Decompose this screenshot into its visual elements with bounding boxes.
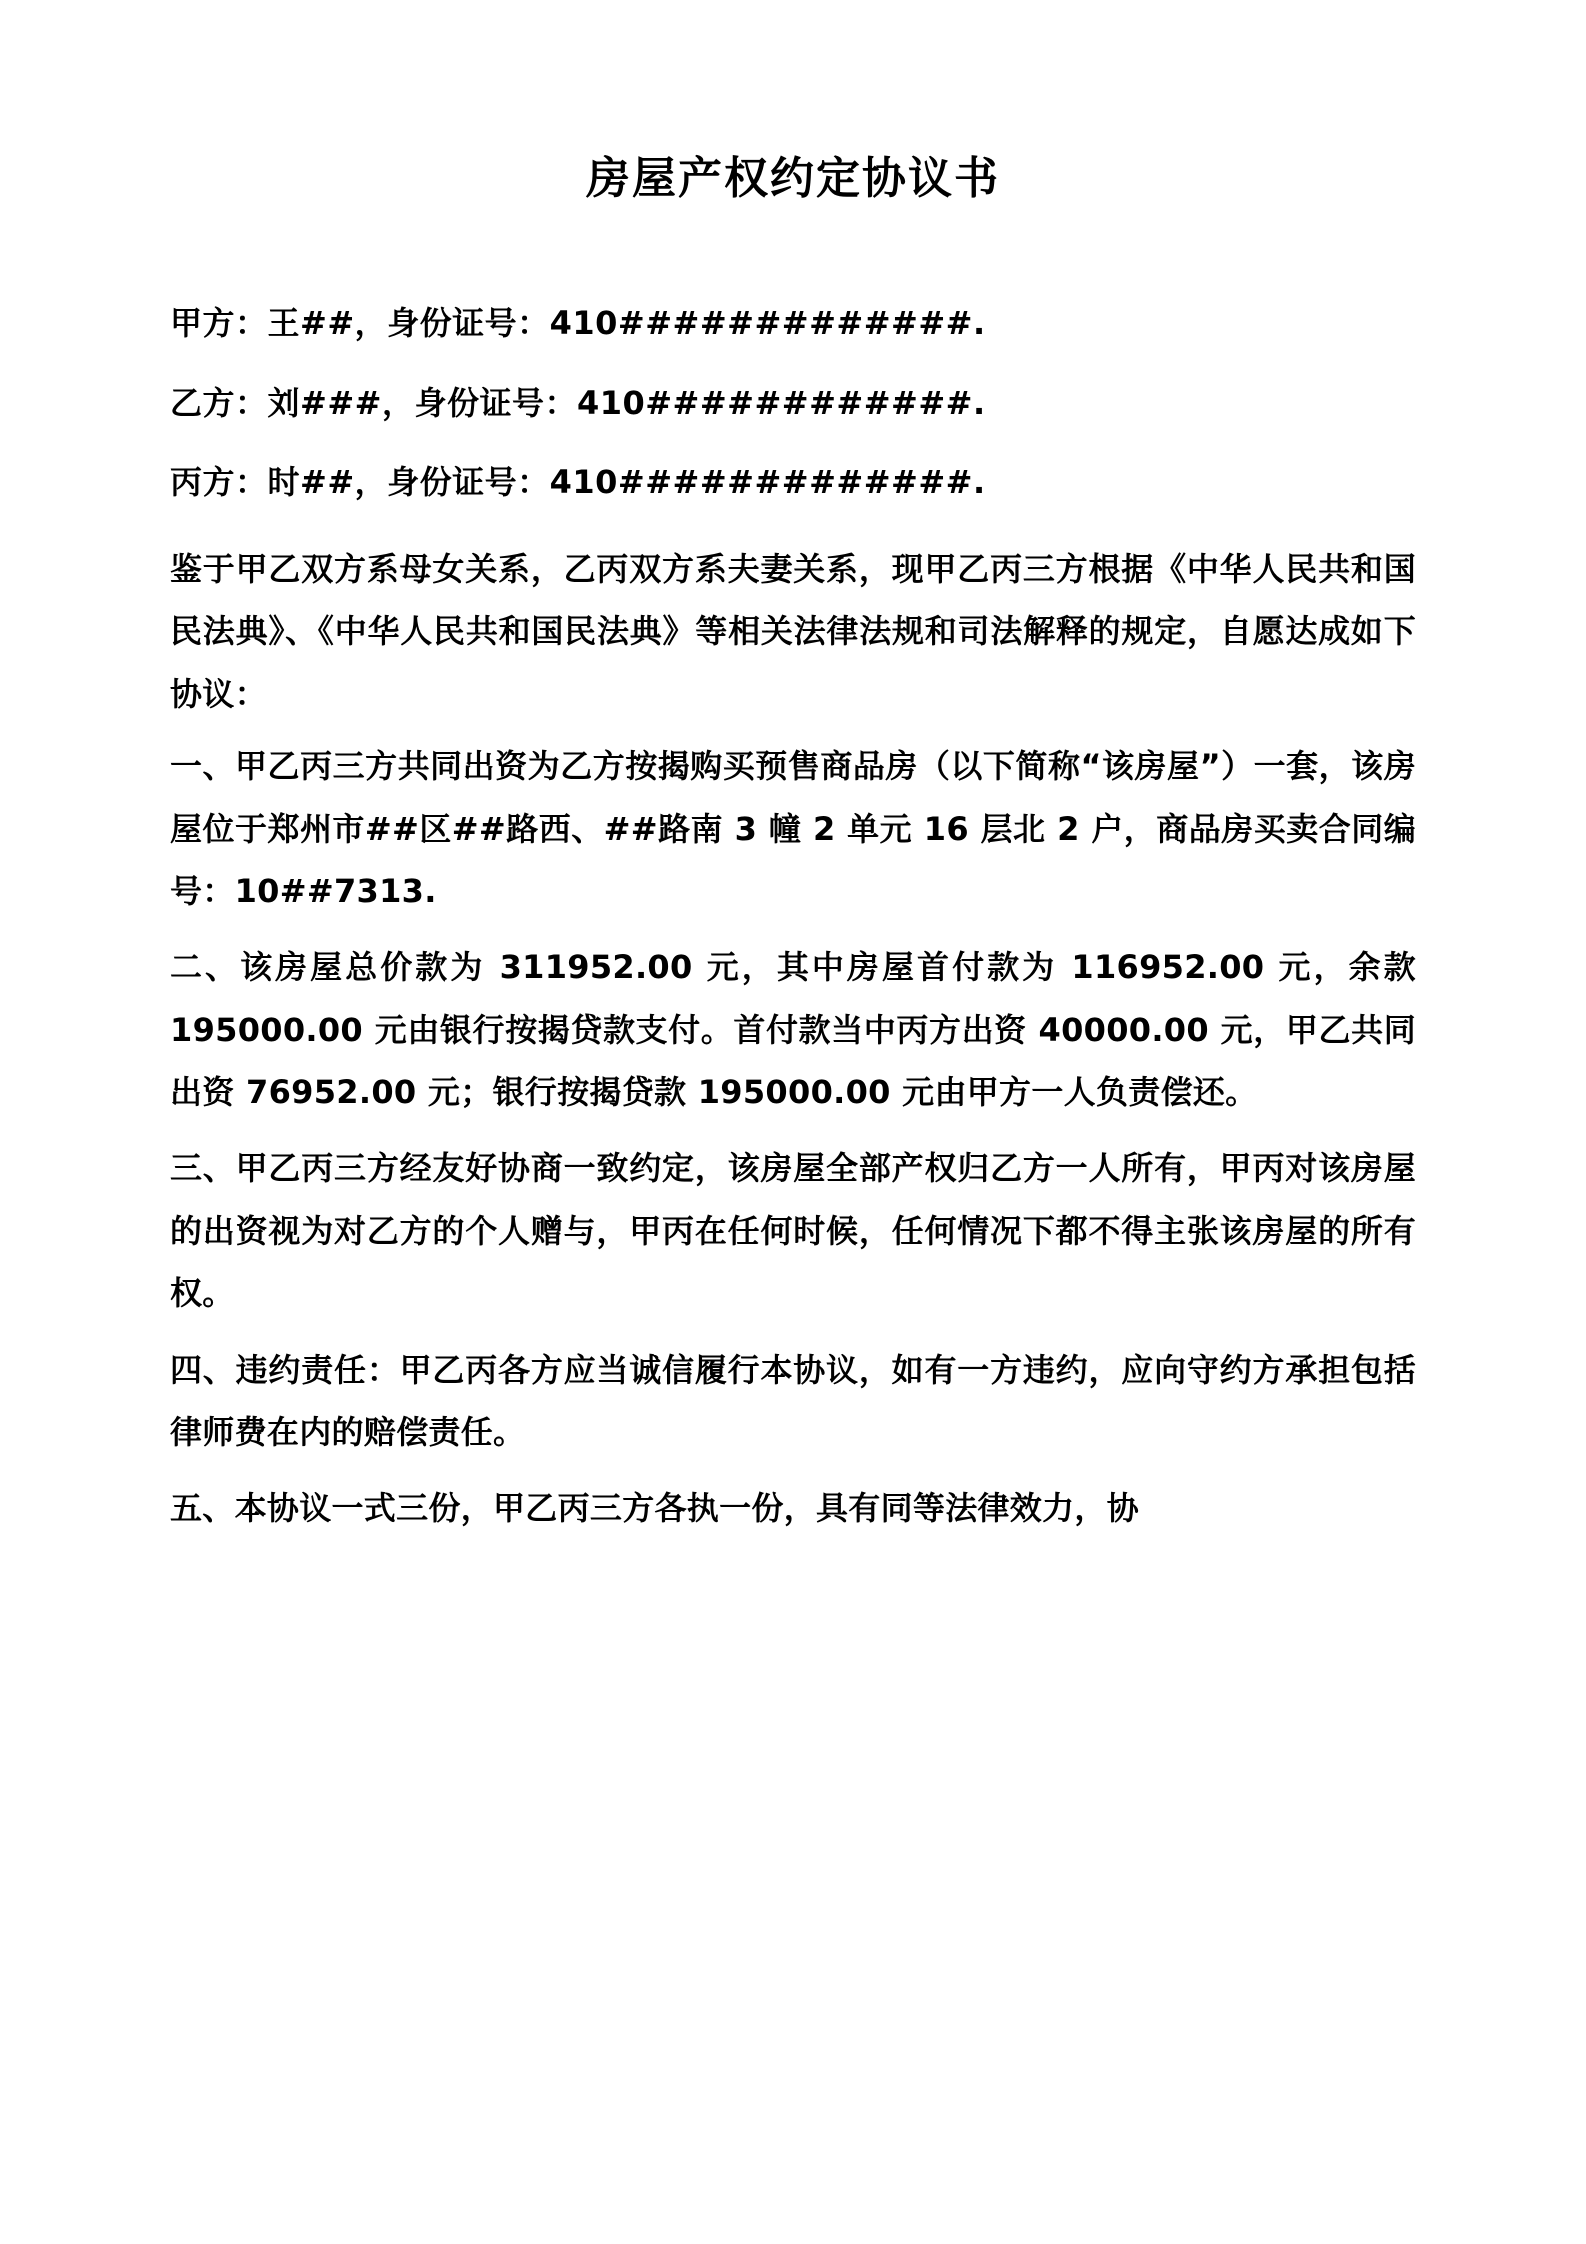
- agreement-body: [170, 538, 1416, 1540]
- party-line-yifang: 乙方：刘###，身份证号：410############.: [170, 383, 986, 422]
- clause-paragraph-5: 五、本协议一式三份，甲乙丙三方各执一份，具有同等法律效力，协: [170, 1489, 1140, 1528]
- clause-paragraph-2: 二、该房屋总价款为 311952.00 元，其中房屋首付款为 116952.00 元，余款 195000.00 元由银行按揭贷款支付。首付款当中丙方出资 40000.00 元，甲乙共同出资 76952.00 元；银行按揭贷款 195000.00 元由甲方一人负责偿还。: [170, 948, 1416, 1112]
- parties-block: [170, 299, 1416, 508]
- page-title: 房屋产权约定协议书: [586, 153, 1000, 204]
- party-line-bingfang: 丙方：时##，身份证号：410#############.: [170, 463, 986, 502]
- party-line-jiafang: 甲方：王##，身份证号：410#############.: [170, 304, 986, 343]
- preamble-paragraph: 鉴于甲乙双方系母女关系，乙丙双方系夫妻关系，现甲乙丙三方根据《中华人民共和国民法典》、《中华人民共和国民法典》等相关法律法规和司法解释的规定，自愿达成如下协议：: [170, 549, 1416, 713]
- clause-paragraph-3: 三、甲乙丙三方经友好协商一致约定，该房屋全部产权归乙方一人所有，甲丙对该房屋的出资视为对乙方的个人赠与，甲丙在任何时候，任何情况下都不得主张该房屋的所有权。: [170, 1149, 1416, 1313]
- clause-paragraph-4: 四、违约责任：甲乙丙各方应当诚信履行本协议，如有一方违约，应向守约方承担包括律师费在内的赔偿责任。: [170, 1350, 1416, 1452]
- clause-paragraph-1: 一、甲乙丙三方共同出资为乙方按揭购买预售商品房（以下简称“该房屋”）一套，该房屋位于郑州市##区##路西、##路南 3 幢 2 单元 16 层北 2 户，商品房买卖合同编号：10##7313.: [170, 747, 1416, 910]
